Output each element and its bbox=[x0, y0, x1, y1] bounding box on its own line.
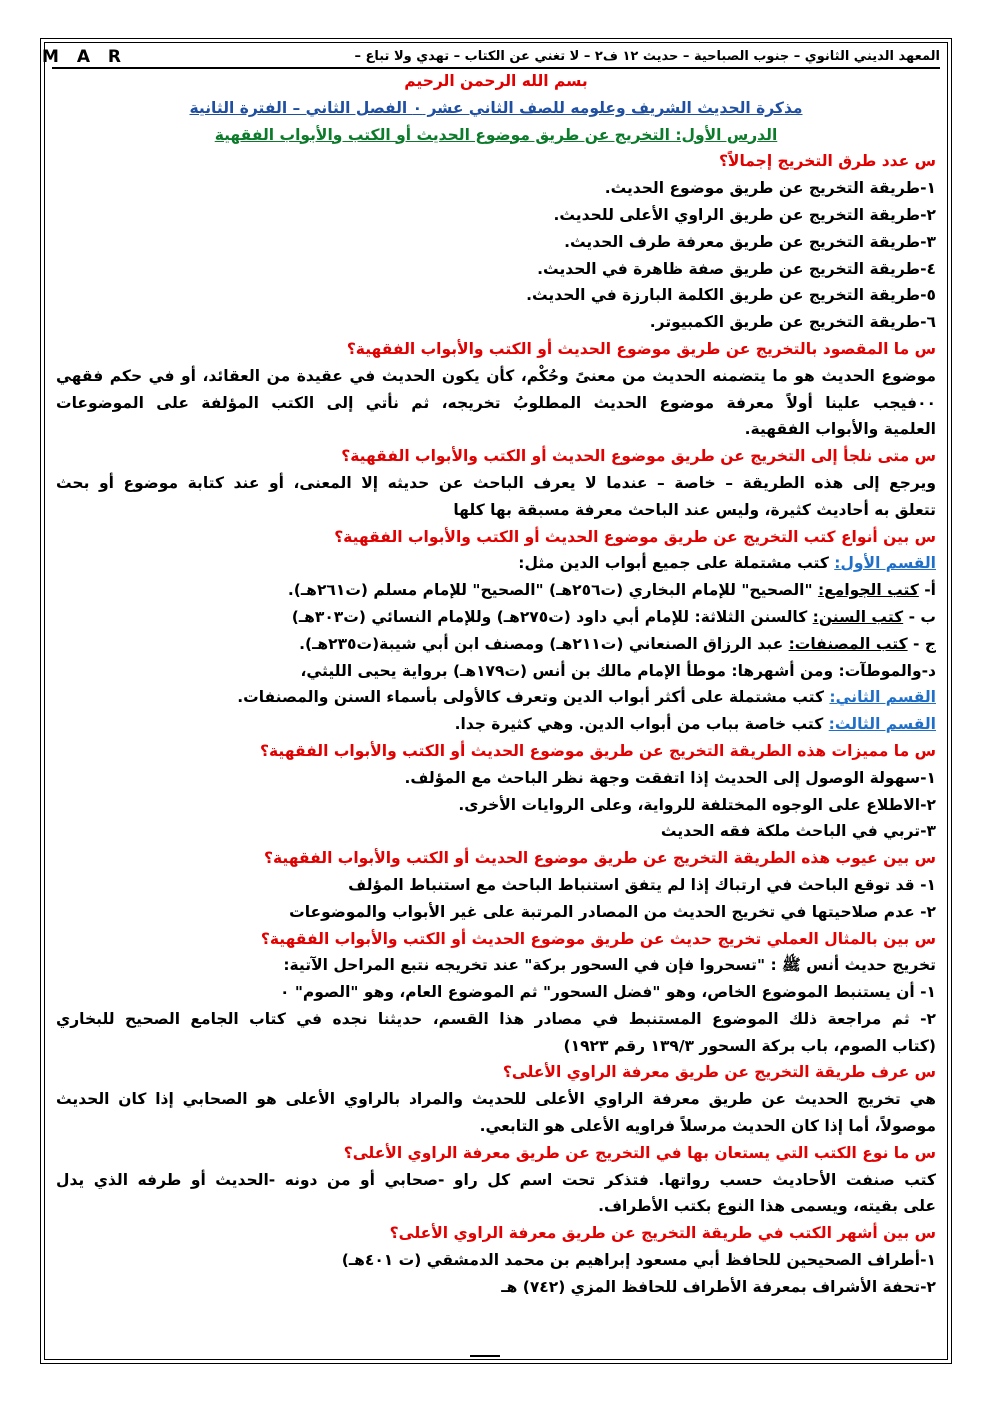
section-2-label: القسم الثاني: bbox=[829, 688, 936, 707]
list-item: ١- قد توقع الباحث في ارتباك إذا لم يتفق استنباط الباحث مع استنباط المؤلف bbox=[348, 875, 936, 894]
answer-line: ٠٠فيجب علينا أولاً معرفة موضوع الحديث المطلوبُ تخريجه، ثم نأتي إلى الكتب المؤلفة على الموضوعات bbox=[56, 393, 936, 412]
question-8: س عرف طريقة التخريج عن طريق معرفة الراوي الأعلى؟ bbox=[502, 1063, 936, 1082]
item-a-label: كتب الجوامع: bbox=[817, 581, 919, 600]
page-number-mark bbox=[470, 1355, 500, 1365]
item-d: د-والموطآت: ومن أشهرها: موطأ الإمام مالك بن أنس (ت١٧٩هـ) برواية يحيى الليثي، bbox=[300, 661, 936, 680]
answer-line: تتعلق به أحاديث كثيرة، وليس عند الباحث معرفة مسبقة بها كلها bbox=[453, 500, 936, 519]
question-6: س بين عيوب هذه الطريقة التخريج عن طريق موضوع الحديث أو الكتب والأبواب الفقهية؟ bbox=[263, 849, 936, 868]
item-b-text: كالسنن الثلاثة: للإمام أبي داود (ت٢٧٥هـ) وللإمام النسائي (ت٣٠٣هـ) bbox=[291, 607, 813, 626]
item-b-label: كتب السنن: bbox=[812, 607, 904, 626]
section-3 bbox=[56, 711, 936, 738]
section-1-label: القسم الأول: bbox=[834, 554, 936, 573]
answer-line: موصولاً، أما إذا كان الحديث مرسلاً فراويه الأعلى هو التابعي. bbox=[479, 1117, 936, 1136]
list-item: ٣-تربي في الباحث ملكة فقه الحديث bbox=[660, 822, 936, 841]
section-3-label: القسم الثالث: bbox=[828, 715, 936, 734]
section-1 bbox=[56, 550, 936, 577]
item-a bbox=[56, 577, 936, 604]
question-1: س عدد طرق التخريج إجمالاً؟ bbox=[718, 152, 936, 171]
list-item: ٢-الاطلاع على الوجوه المختلفة للرواية، وعلى الروايات الأخرى. bbox=[458, 795, 936, 814]
list-item: ١-سهولة الوصول إلى الحديث إذا اتفقت وجهة نظر الباحث مع المؤلف. bbox=[404, 768, 936, 787]
lesson-title: الدرس الأول: التخريج عن طريق موضوع الحديث أو الكتب والأبواب الفقهية bbox=[214, 125, 778, 144]
question-10: س بين أشهر الكتب في طريقة التخريج عن طريق معرفة الراوي الأعلى؟ bbox=[389, 1224, 936, 1243]
item-c-prefix: ج - bbox=[907, 634, 936, 653]
basmala: بسم الله الرحمن الرحيم bbox=[404, 72, 588, 90]
question-2: س ما المقصود بالتخريج عن طريق موضوع الحديث أو الكتب والأبواب الفقهية؟ bbox=[346, 339, 936, 358]
list-item: ٢- عدم صلاحيتها في تخريج الحديث من المصادر المرتبة على غير الأبواب والموضوعات bbox=[289, 902, 936, 921]
item-a-text: "الصحيح" للإمام البخاري (ت٢٥٦هـ) "الصحيح" للإمام مسلم (ت٢٦١هـ). bbox=[287, 581, 818, 600]
list-item: ١-طريقة التخريج عن طريق موضوع الحديث. bbox=[604, 179, 936, 198]
answer-line: هي تخريج الحديث عن طريق معرفة الراوي الأعلى للحديث والمراد بالراوي الأعلى هو الصحابي إذا كان الحديث bbox=[56, 1090, 936, 1109]
answer-line: كتب صنفت الأحاديث حسب رواتها. فتذكر تحت اسم كل راو -صحابي أو من دونه -الحديث أو طرفه الذي يدل bbox=[56, 1170, 936, 1189]
question-7: س بين بالمثال العملي تخريج حديث عن طريق موضوع الحديث أو الكتب والأبواب الفقهية؟ bbox=[260, 929, 936, 948]
answer-line: موضوع الحديث هو ما يتضمنه الحديث من معنىً وحُكْم، كأن يكون الحديث في عقيدة من العقائد، أو في حكم فقهي bbox=[56, 366, 936, 385]
item-c-label: كتب المصنفات: bbox=[788, 634, 908, 653]
question-3: س متى نلجأ إلى التخريج عن طريق موضوع الحديث أو الكتب والأبواب الفقهية؟ bbox=[341, 447, 936, 466]
answer-line: (كتاب الصوم، باب بركة السحور ١٣٩/٣ رقم ١٩٢٣) bbox=[563, 1036, 936, 1055]
item-c bbox=[56, 631, 936, 658]
section-3-text: كتب خاصة بباب من أبواب الدين. وهي كثيرة جدا. bbox=[454, 715, 829, 734]
list-item: ٤-طريقة التخريج عن طريق صفة ظاهرة في الحديث. bbox=[537, 259, 936, 278]
item-b bbox=[56, 604, 936, 631]
section-1-text: كتب مشتملة على جميع أبواب الدين مثل: bbox=[518, 554, 835, 573]
document-body bbox=[56, 68, 936, 1301]
answer-line: العلمية والأبواب الفقهية. bbox=[744, 420, 936, 439]
section-2 bbox=[56, 684, 936, 711]
list-item: ٢-طريقة التخريج عن طريق الراوي الأعلى للحديث. bbox=[553, 205, 936, 224]
answer-line: تخريج حديث أنس ﷺ : "تسحروا فإن في السحور بركة" عند تخريجه نتبع المراحل الآتية: bbox=[283, 956, 936, 975]
answer-line: ويرجع إلى هذه الطريقة – خاصة – عندما لا يعرف الباحث عن حديثه إلا المعنى، أو عند كتابة موضوع أو بحث bbox=[56, 473, 936, 492]
list-item: ١-أطراف الصحيحين للحافظ أبي مسعود إبراهيم بن محمد الدمشقي (ت ٤٠١هـ) bbox=[341, 1251, 936, 1270]
section-2-text: كتب مشتملة على أكثر أبواب الدين وتعرف كالأولى بأسماء السنن والمصنفات. bbox=[237, 688, 830, 707]
item-b-prefix: ب - bbox=[903, 607, 936, 626]
header-text: المعهد الديني الثانوي – جنوب الصباحية – حديث ١٢ ف٢ – لا تغني عن الكتاب – تهدي ولا تباع – bbox=[354, 49, 940, 64]
answer-line: ٢- ثم مراجعة ذلك الموضوع المستنبط في مصادر هذا القسم، حديثنا نجده في كتاب الجامع الصحيح للبخاري bbox=[56, 1009, 936, 1028]
question-5: س ما مميزات هذه الطريقة التخريج عن طريق موضوع الحديث أو الكتب والأبواب الفقهية؟ bbox=[260, 741, 936, 760]
list-item: ٣-طريقة التخريج عن طريق معرفة طرف الحديث. bbox=[564, 232, 936, 251]
question-9: س ما نوع الكتب التي يستعان بها في التخريج عن طريق معرفة الراوي الأعلى؟ bbox=[343, 1143, 936, 1162]
header-brand: M A R bbox=[42, 47, 128, 67]
list-item: ٢-تحفة الأشراف بمعرفة الأطراف للحافظ المزي (٧٤٢) هـ bbox=[501, 1277, 936, 1296]
item-c-text: عبد الرزاق الصنعاني (ت٢١١هـ) ومصنف ابن أبي شيبة(ت٢٣٥هـ). bbox=[299, 634, 789, 653]
answer-line: على بقيته، ويسمى هذا النوع بكتب الأطراف. bbox=[598, 1197, 936, 1216]
item-a-prefix: أ- bbox=[918, 581, 936, 600]
question-4: س بين أنواع كتب التخريج عن طريق موضوع الحديث أو الكتب والأبواب الفقهية؟ bbox=[334, 527, 936, 546]
page-header bbox=[42, 47, 940, 67]
list-item: ٦-طريقة التخريج عن طريق الكمبيوتر. bbox=[649, 313, 936, 332]
list-item: ٥-طريقة التخريج عن طريق الكلمة البارزة في الحديث. bbox=[526, 286, 936, 305]
answer-line: ١- أن يستنبط الموضوع الخاص، وهو "فضل السحور" ثم الموضوع العام، وهو "الصوم" ٠ bbox=[279, 983, 936, 1002]
document-title: مذكرة الحديث الشريف وعلومه للصف الثاني عشر ٠ الفصل الثاني – الفترة الثانية bbox=[189, 98, 803, 117]
